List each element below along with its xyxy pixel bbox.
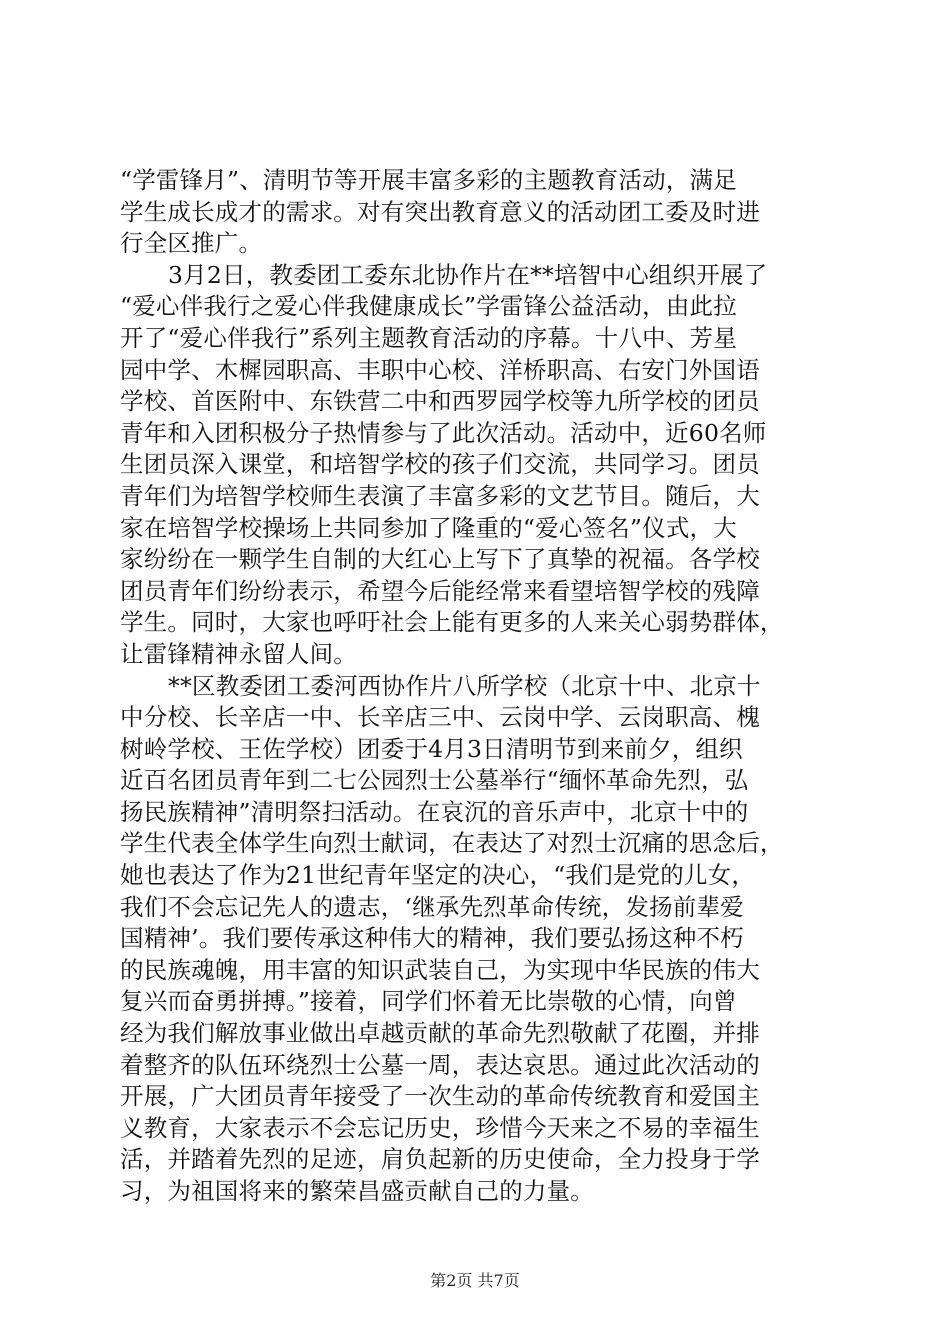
paragraph-3-line-11: 复兴而奋勇拼搏。”接着，同学们怀着无比崇敬的心情，向曾 bbox=[120, 987, 737, 1016]
paragraph-3-line-14: 开展，广大团员青年接受了一次生动的革命传统教育和爱国主 bbox=[120, 1082, 760, 1111]
body-text bbox=[120, 165, 840, 1208]
paragraph-3-line-9: 国精神’。我们要传承这种伟大的精神，我们要弘扬这种不朽 bbox=[120, 924, 744, 953]
paragraph-2-line-11: 团员青年们纷纷表示，希望今后能经常来看望培智学校的残障 bbox=[120, 576, 760, 605]
paragraph-2-line-9: 家在培智学校操场上共同参加了隆重的“爱心签名”仪式，大 bbox=[120, 513, 737, 542]
paragraph-3-line-4: 近百名团员青年到二七公园烈士公墓举行“缅怀革命先烈，弘 bbox=[120, 766, 749, 795]
paragraph-2-line-3: 开了“爱心伴我行”系列主题教育活动的序幕。十八中、芳星 bbox=[120, 323, 737, 352]
paragraph-2-line-1: 3月2日，教委团工委东北协作片在**培智中心组织开展了 bbox=[168, 260, 768, 289]
paragraph-3-line-13: 着整齐的队伍环绕烈士公墓一周，表达哀思。通过此次活动的 bbox=[120, 1050, 760, 1079]
paragraph-3-line-15: 义教育，大家表示不会忘记历史，珍惜今天来之不易的幸福生 bbox=[120, 1113, 760, 1142]
paragraph-3-line-1: **区教委团工委河西协作片八所学校（北京十中、北京十 bbox=[168, 671, 761, 700]
paragraph-3-line-12: 经为我们解放事业做出卓越贡献的革命先烈敬献了花圈，并排 bbox=[120, 1019, 760, 1048]
paragraph-2-line-10: 家纷纷在一颗学生自制的大红心上写下了真挚的祝福。各学校 bbox=[120, 545, 760, 574]
paragraph-2-line-5: 学校、首医附中、东铁营二中和西罗园学校等九所学校的团员 bbox=[120, 387, 760, 416]
paragraph-1-line-3: 行全区推广。 bbox=[120, 229, 263, 258]
paragraph-2-line-2: “爱心伴我行之爱心伴我健康成长”学雷锋公益活动，由此拉 bbox=[120, 292, 737, 321]
paragraph-2-line-8: 青年们为培智学校师生表演了丰富多彩的文艺节目。随后，大 bbox=[120, 481, 760, 510]
paragraph-2-line-7: 生团员深入课堂，和培智学校的孩子们交流，共同学习。团员 bbox=[120, 450, 760, 479]
paragraph-3-line-8: 我们不会忘记先人的遗志，‘继承先烈革命传统，发扬前辈爱 bbox=[120, 892, 744, 921]
paragraph-3-line-7: 她也表达了作为21世纪青年坚定的决心，“我们是党的儿女， bbox=[120, 861, 756, 890]
paragraph-2-line-4: 园中学、木樨园职高、丰职中心校、洋桥职高、右安门外国语 bbox=[120, 355, 760, 384]
paragraph-3-line-10: 的民族魂魄，用丰富的知识武装自己，为实现中华民族的伟大 bbox=[120, 955, 760, 984]
paragraph-2-line-13: 让雷锋精神永留人间。 bbox=[120, 639, 357, 668]
paragraph-3-line-3: 树岭学校、王佐学校）团委于4月3日清明节到来前夕，组织 bbox=[120, 734, 743, 763]
paragraph-1-line-2: 学生成长成才的需求。对有突出教育意义的活动团工委及时进 bbox=[120, 197, 760, 226]
paragraph-2-line-6: 青年和入团积极分子热情参与了此次活动。活动中，近60名师 bbox=[120, 418, 767, 447]
paragraph-3-line-5: 扬民族精神”清明祭扫活动。在哀沉的音乐声中，北京十中的 bbox=[120, 797, 749, 826]
paragraph-2-line-12: 学生。同时，大家也呼吁社会上能有更多的人来关心弱势群体， bbox=[120, 608, 784, 637]
paragraph-3-line-2: 中分校、长辛店一中、长辛店三中、云岗中学、云岗职高、槐 bbox=[120, 703, 760, 732]
paragraph-1-line-1: “学雷锋月”、清明节等开展丰富多彩的主题教育活动，满足 bbox=[120, 166, 737, 194]
paragraph-3-line-17: 习，为祖国将来的繁荣昌盛贡献自己的力量。 bbox=[120, 1177, 594, 1205]
paragraph-3-line-6: 学生代表全体学生向烈士献词，在表达了对烈士沉痛的思念后， bbox=[120, 829, 784, 858]
paragraph-3-line-16: 活，并踏着先烈的足迹，肩负起新的历史使命，全力投身于学 bbox=[120, 1145, 760, 1174]
page-number-footer: 第2页 共7页 bbox=[430, 1271, 520, 1290]
